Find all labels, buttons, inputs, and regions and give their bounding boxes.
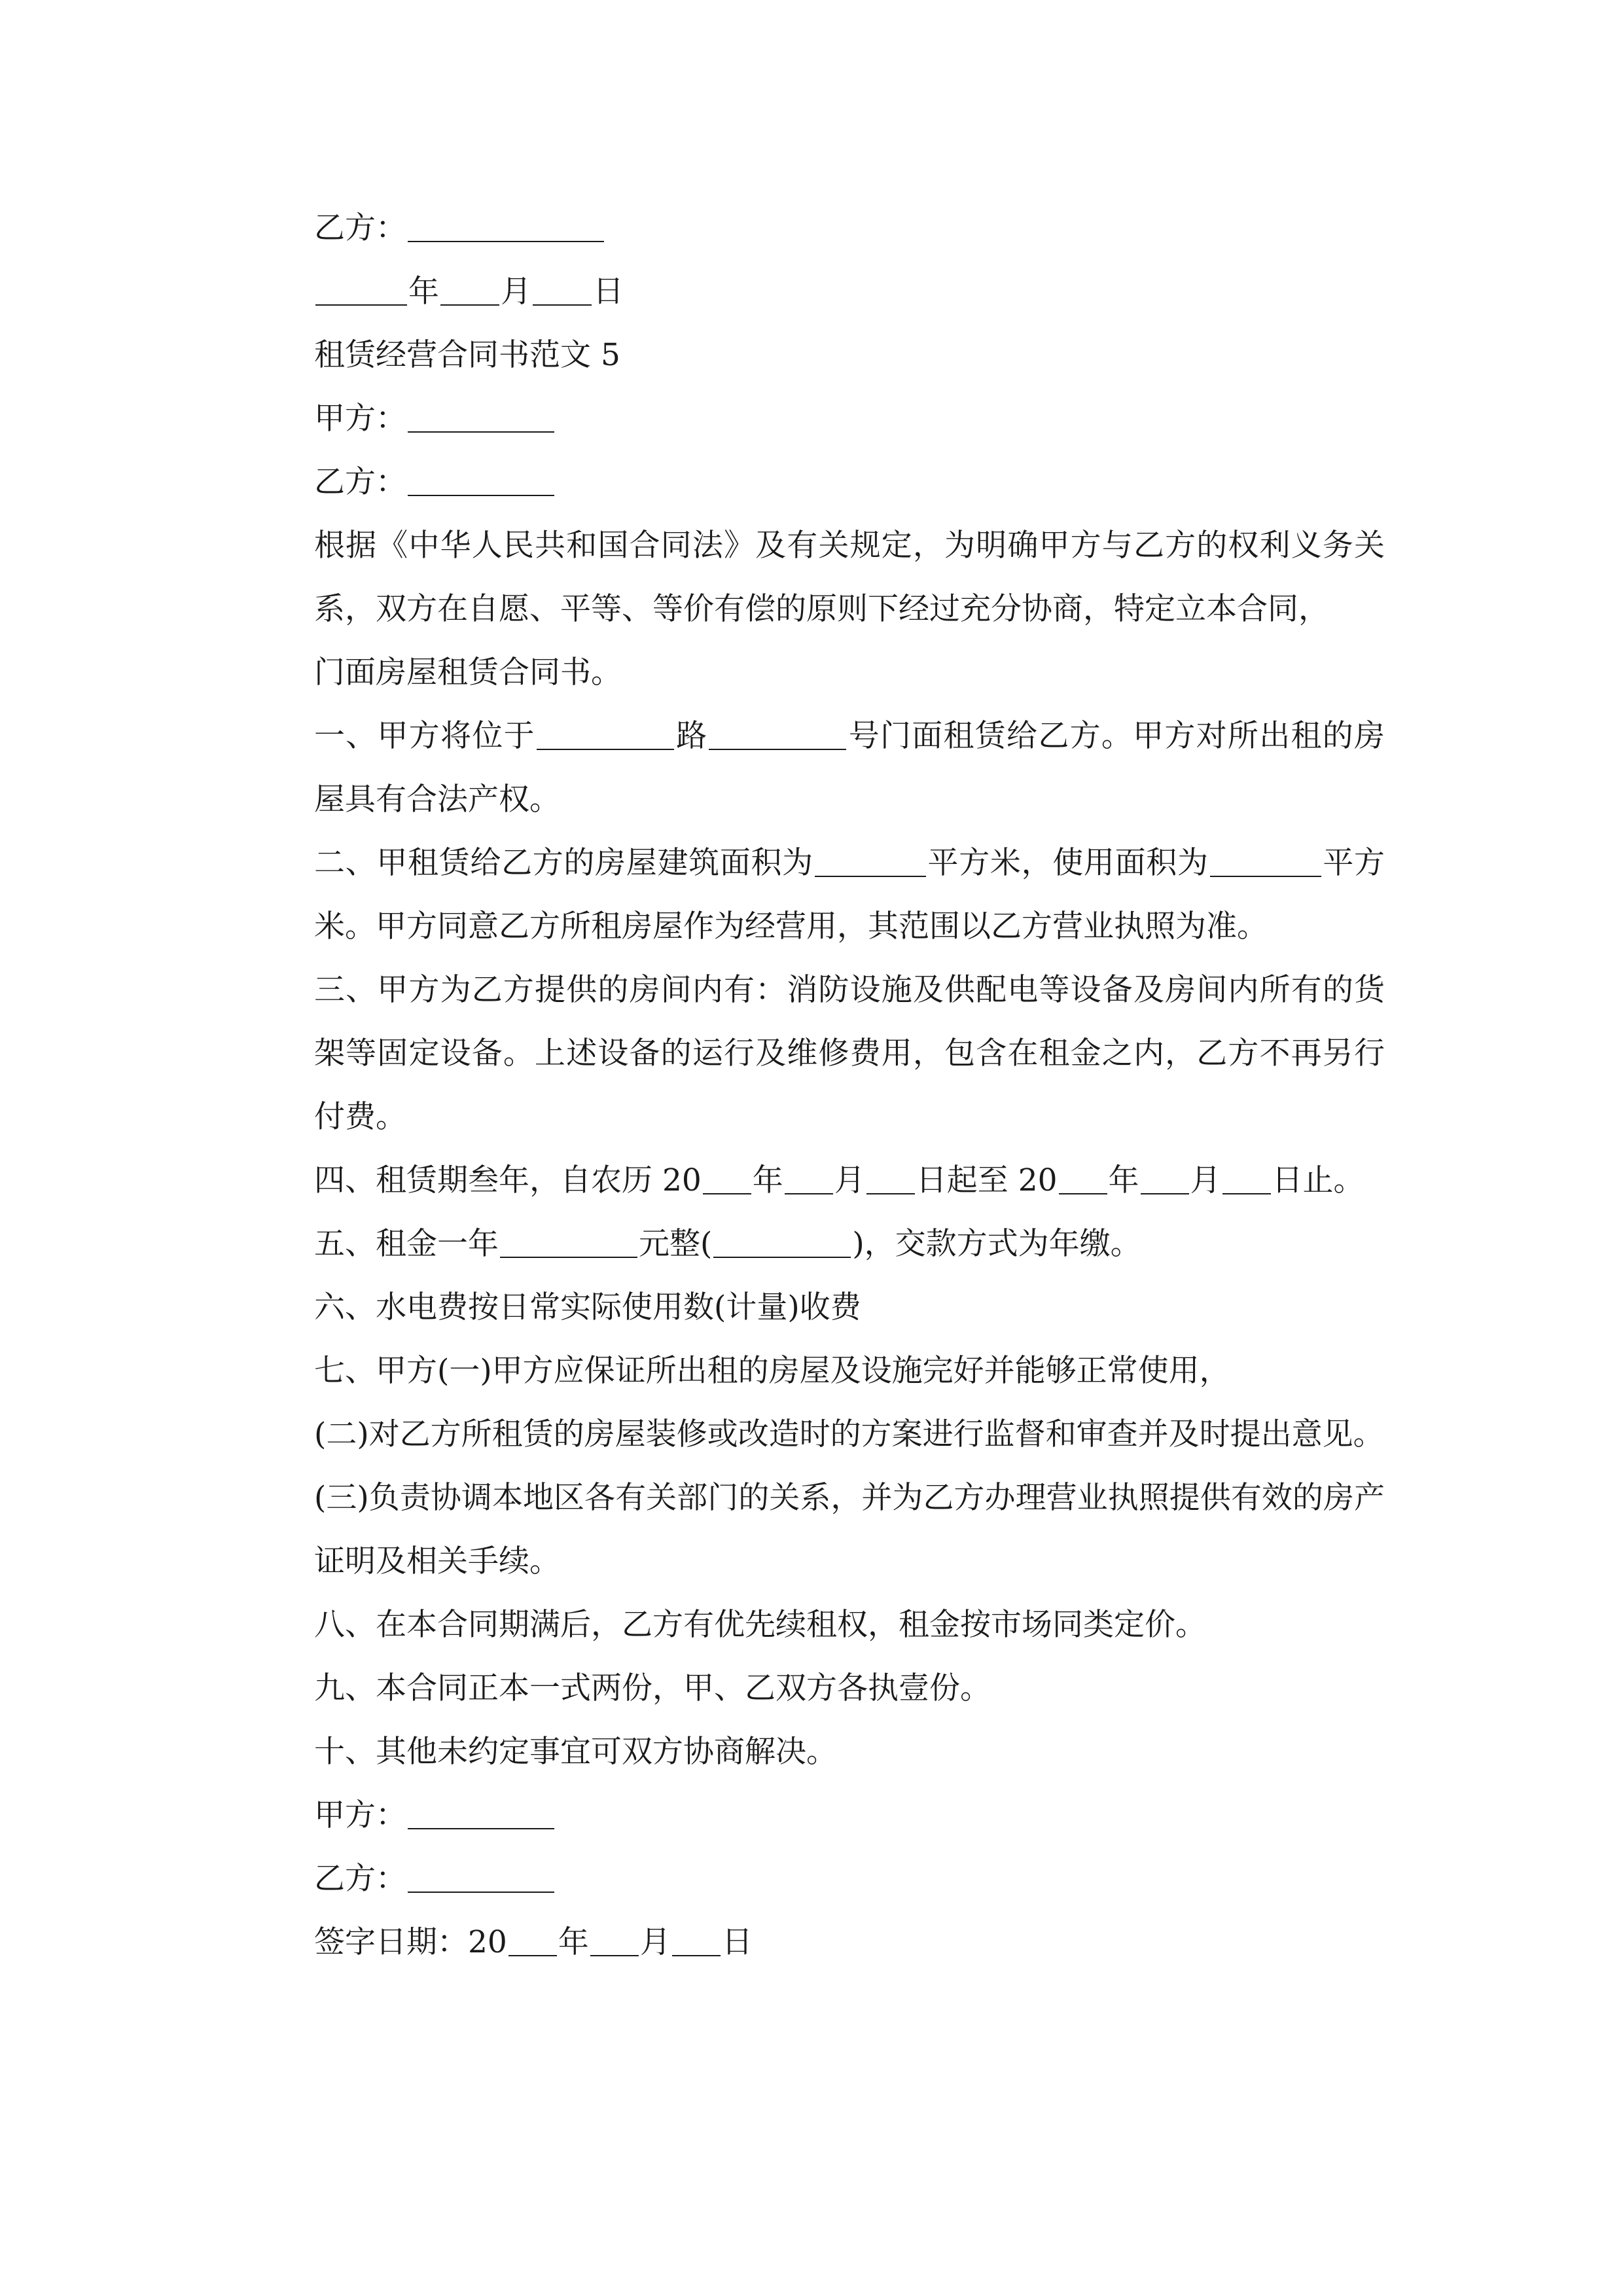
signing-date-line: 签字日期：20 年 月 日	[314, 1924, 753, 1960]
contract-body	[246, 196, 1385, 1974]
blank-field	[533, 274, 592, 306]
party-a-line: 甲方：	[246, 387, 1385, 450]
blank-field	[1210, 845, 1321, 877]
blank-field	[703, 1162, 751, 1194]
party-b-signature-line: 乙方：	[246, 196, 1385, 260]
section-title: 租赁经营合同书范文 5	[314, 337, 620, 373]
clause-7-sub-3: (三)负责协调本地区各有关部门的关系，并为乙方办理营业执照提供有效的房产证明及相关手续。	[314, 1480, 1385, 1579]
blank-field	[315, 274, 407, 306]
clause-5: 五、租金一年 元整( )，交款方式为年缴。	[314, 1226, 1141, 1262]
blank-field	[508, 1924, 557, 1956]
blank-field	[408, 210, 604, 242]
blank-field	[815, 845, 926, 877]
blank-field	[785, 1162, 833, 1194]
blank-field	[590, 1924, 639, 1956]
blank-field	[1141, 1162, 1189, 1194]
clause-9: 九、本合同正本一式两份，甲、乙双方各执壹份。	[314, 1670, 991, 1706]
party-a-signature-line: 甲方：	[246, 1784, 1385, 1847]
party-b-line: 乙方：	[246, 450, 1385, 514]
blank-field	[408, 464, 554, 496]
contract-name-line: 门面房屋租赁合同书。	[314, 655, 622, 691]
clause-7: 七、甲方(一)甲方应保证所出租的房屋及设施完好并能够正常使用，	[314, 1353, 1230, 1389]
clause-1: 一、甲方将位于 路 号门面租赁给乙方。甲方对所出租的房屋具有合法产权。	[314, 718, 1385, 817]
blank-field	[713, 1226, 851, 1258]
clause-8: 八、在本合同期满后，乙方有优先续租权，租金按市场同类定价。	[314, 1607, 1206, 1643]
clause-6: 六、水电费按日常实际使用数(计量)收费	[314, 1289, 861, 1325]
preamble-paragraph: 根据《中华人民共和国合同法》及有关规定，为明确甲方与乙方的权利义务关系，双方在自愿、平等、等价有偿的原则下经过充分协商，特定立本合同，	[314, 528, 1385, 627]
blank-field	[408, 1797, 554, 1829]
clause-3: 三、甲方为乙方提供的房间内有：消防设施及供配电等设备及房间内所有的货架等固定设备。上述设备的运行及维修费用，包含在租金之内，乙方不再另行付费。	[314, 972, 1385, 1135]
clause-10: 十、其他未约定事宜可双方协商解决。	[314, 1734, 837, 1770]
party-b-signature-line-2: 乙方：	[246, 1847, 1385, 1910]
blank-field	[672, 1924, 721, 1956]
blank-field	[1059, 1162, 1107, 1194]
blank-field	[440, 274, 499, 306]
blank-field	[1222, 1162, 1271, 1194]
clause-7-sub-2: (二)对乙方所租赁的房屋装修或改造时的方案进行监督和审查并及时提出意见。	[314, 1416, 1384, 1452]
blank-field	[500, 1226, 637, 1258]
blank-field	[408, 1861, 554, 1893]
blank-field	[537, 718, 674, 750]
blank-field	[866, 1162, 915, 1194]
clause-2: 二、甲租赁给乙方的房屋建筑面积为 平方米，使用面积为 平方米。甲方同意乙方所租房屋作为经营用，其范围以乙方营业执照为准。	[314, 845, 1385, 944]
clause-4: 四、租赁期叁年，自农历 20 年 月 日起至 20 年 月 日止。	[314, 1162, 1364, 1198]
blank-field	[408, 401, 554, 433]
blank-field	[709, 718, 846, 750]
date-line: 年 月 日	[246, 260, 1385, 323]
